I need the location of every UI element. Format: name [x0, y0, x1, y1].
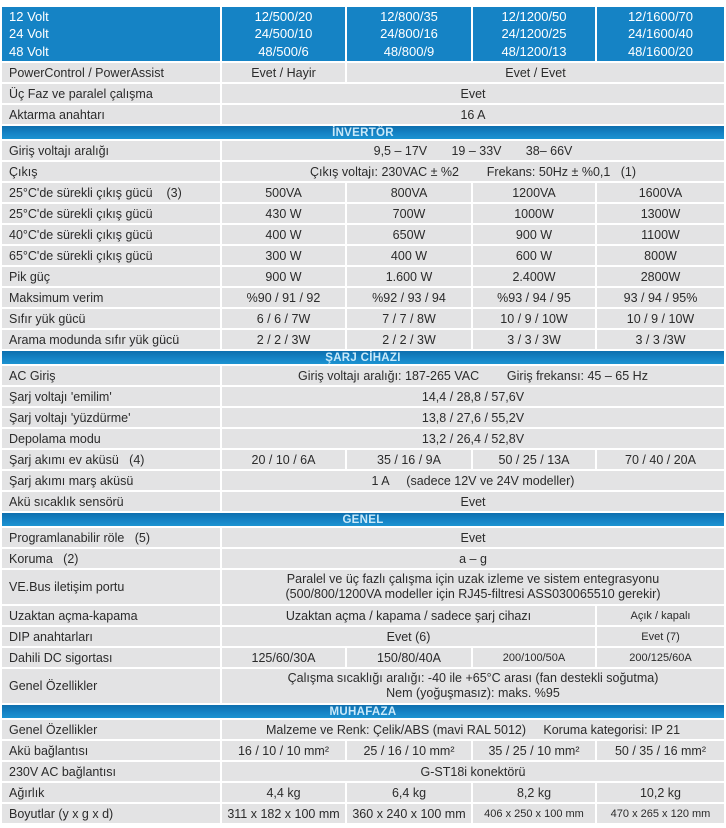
spec-row-label: Arama modunda sıfır yük gücü [2, 330, 220, 349]
spec-row-label: Maksimum verim [2, 288, 220, 307]
spec-value-cell: 700W [347, 204, 471, 223]
spec-value-line: (500/800/1200VA modeller için RJ45-filtresi ASS030065510 gerekir) [285, 587, 661, 601]
spec-row-label: Şarj voltajı 'yüzdürme' [2, 408, 220, 427]
spec-row [2, 528, 724, 547]
spec-row [2, 387, 724, 406]
spec-value-cell: 16 / 10 / 10 mm² [222, 741, 345, 760]
spec-value-cell: 1100W [597, 225, 724, 244]
spec-row [2, 720, 724, 739]
spec-value-cell: 800W [597, 246, 724, 265]
voltage-line: 12 Volt [9, 8, 49, 24]
spec-value-cell: Evet [222, 492, 724, 511]
spec-value-cell: 10,2 kg [597, 783, 724, 802]
model-number: 12/800/35 [380, 8, 438, 24]
spec-row-label: Programlanabilir röle (5) [2, 528, 220, 547]
spec-value-cell: 400 W [347, 246, 471, 265]
spec-row-label: Koruma (2) [2, 549, 220, 568]
spec-row [2, 408, 724, 427]
spec-value-cell: 200/100/50A [473, 648, 595, 667]
spec-value-cell: 470 x 265 x 120 mm [597, 804, 724, 823]
spec-value-cell: 430 W [222, 204, 345, 223]
section-header: ŞARJ CİHAZI [2, 351, 724, 364]
spec-row [2, 183, 724, 202]
spec-row [2, 63, 724, 82]
spec-value-cell: 14,4 / 28,8 / 57,6V [222, 387, 724, 406]
spec-row-label: Boyutlar (y x g x d) [2, 804, 220, 823]
spec-row [2, 141, 724, 160]
spec-value-cell: 10 / 9 / 10W [597, 309, 724, 328]
spec-row-label: Genel Özellikler [2, 720, 220, 739]
spec-value-cell: 500VA [222, 183, 345, 202]
model-number: 12/1600/70 [627, 8, 694, 24]
model-number: 24/1600/40 [627, 26, 694, 42]
spec-row-label: Çıkış [2, 162, 220, 181]
spec-value-cell: 50 / 35 / 16 mm² [597, 741, 724, 760]
spec-row [2, 471, 724, 490]
model-number: 24/1200/25 [501, 26, 567, 42]
spec-row [2, 741, 724, 760]
spec-row [2, 246, 724, 265]
spec-value-cell: 16 A [222, 105, 724, 124]
spec-value-cell: 600 W [473, 246, 595, 265]
spec-value-cell: 35 / 16 / 9A [347, 450, 471, 469]
spec-row [2, 309, 724, 328]
spec-value-cell: 1 A (sadece 12V ve 24V modeller) [222, 471, 724, 490]
spec-value-cell: 4,4 kg [222, 783, 345, 802]
spec-value-cell: Evet [222, 528, 724, 547]
spec-value-cell: 93 / 94 / 95% [597, 288, 724, 307]
spec-value-cell: 150/80/40A [347, 648, 471, 667]
model-number: 48/1200/13 [501, 43, 567, 59]
spec-value-cell: 1300W [597, 204, 724, 223]
spec-row-label: Giriş voltajı aralığı [2, 141, 220, 160]
spec-row [2, 450, 724, 469]
spec-row-label: VE.Bus iletişim portu [2, 570, 220, 604]
spec-value-cell: 8,2 kg [473, 783, 595, 802]
spec-row [2, 288, 724, 307]
spec-value-cell: a – g [222, 549, 724, 568]
spec-value-line: Çalışma sıcaklığı aralığı: -40 ile +65°C arası (fan destekli soğutma) [287, 670, 659, 685]
spec-row [2, 549, 724, 568]
spec-row-label: Dahili DC sigortası [2, 648, 220, 667]
spec-value-cell: Giriş voltajı aralığı: 187-265 VAC Giriş frekansı: 45 – 65 Hz [222, 366, 724, 385]
spec-table-body [2, 7, 724, 823]
spec-row-label: 65°C'de sürekli çıkış gücü [2, 246, 220, 265]
spec-value-cell: 13,2 / 26,4 / 52,8V [222, 429, 724, 448]
spec-row-label: Genel Özellikler [2, 669, 220, 703]
spec-value-cell: Evet / Hayir [222, 63, 345, 82]
spec-value-cell: Çıkış voltajı: 230VAC ± %2 Frekans: 50Hz ± %0,1 (1) [222, 162, 724, 181]
spec-row-label: 25°C'de sürekli çıkış gücü (3) [2, 183, 220, 202]
spec-row-label: Pik güç [2, 267, 220, 286]
spec-row-label: 25°C'de sürekli çıkış gücü [2, 204, 220, 223]
spec-value-cell [222, 570, 724, 604]
spec-row-label: Şarj akımı ev aküsü (4) [2, 450, 220, 469]
spec-row [2, 225, 724, 244]
spec-value-cell: 360 x 240 x 100 mm [347, 804, 471, 823]
spec-row [2, 570, 724, 604]
spec-value-line: Paralel ve üç fazlı çalışma için uzak izleme ve sistem entegrasyonu [286, 571, 660, 586]
spec-value-cell: 2 / 2 / 3W [347, 330, 471, 349]
section-header: İNVERTÖR [2, 126, 724, 139]
spec-value-cell: 3 / 3 / 3W [473, 330, 595, 349]
spec-value-cell: 311 x 182 x 100 mm [222, 804, 345, 823]
spec-row-label: 40°C'de sürekli çıkış gücü [2, 225, 220, 244]
spec-value-cell: 400 W [222, 225, 345, 244]
model-number: 48/500/6 [258, 43, 309, 59]
section-header-row [2, 705, 724, 718]
spec-row-label: PowerControl / PowerAssist [2, 63, 220, 82]
spec-value-cell: 70 / 40 / 20A [597, 450, 724, 469]
voltage-line: 48 Volt [9, 43, 49, 59]
spec-row [2, 429, 724, 448]
spec-row [2, 105, 724, 124]
spec-value-cell: 900 W [222, 267, 345, 286]
voltage-line: 24 Volt [9, 26, 49, 42]
spec-row [2, 366, 724, 385]
spec-value-cell: %92 / 93 / 94 [347, 288, 471, 307]
spec-value-cell: 25 / 16 / 10 mm² [347, 741, 471, 760]
spec-row-label: Sıfır yük gücü [2, 309, 220, 328]
model-header-cell [222, 7, 345, 61]
spec-row [2, 84, 724, 103]
spec-table [0, 5, 726, 825]
spec-row-label: Şarj akımı marş aküsü [2, 471, 220, 490]
spec-row-label: AC Giriş [2, 366, 220, 385]
spec-value-line: Nem (yoğuşmasız): maks. %95 [386, 686, 560, 700]
model-header-cell [347, 7, 471, 61]
model-number: 24/800/16 [380, 26, 438, 42]
spec-value-cell: 1000W [473, 204, 595, 223]
section-header-row [2, 126, 724, 139]
spec-value-cell: Evet (6) [222, 627, 595, 646]
spec-row-label: Depolama modu [2, 429, 220, 448]
spec-value-cell [222, 669, 724, 703]
spec-value-cell: 3 / 3 /3W [597, 330, 724, 349]
spec-row-label: Uzaktan açma-kapama [2, 606, 220, 625]
spec-row [2, 606, 724, 625]
spec-value-cell: Evet / Evet [347, 63, 724, 82]
spec-value-cell: 2 / 2 / 3W [222, 330, 345, 349]
spec-row [2, 762, 724, 781]
section-header-row [2, 513, 724, 526]
spec-value-cell: 35 / 25 / 10 mm² [473, 741, 595, 760]
spec-value-cell: 200/125/60A [597, 648, 724, 667]
spec-value-cell: 13,8 / 27,6 / 55,2V [222, 408, 724, 427]
spec-row [2, 492, 724, 511]
spec-row [2, 330, 724, 349]
spec-value-cell: Açık / kapalı [597, 606, 724, 625]
spec-value-cell: 800VA [347, 183, 471, 202]
spec-row [2, 804, 724, 823]
model-number: 12/500/20 [254, 8, 313, 24]
spec-value-cell: 6 / 6 / 7W [222, 309, 345, 328]
spec-value-cell: 6,4 kg [347, 783, 471, 802]
section-header-row [2, 351, 724, 364]
model-number: 24/500/10 [254, 26, 313, 42]
spec-value-cell: G-ST18i konektörü [222, 762, 724, 781]
spec-value-cell: Evet [222, 84, 724, 103]
spec-value-cell: 1.600 W [347, 267, 471, 286]
spec-row-label: Aktarma anahtarı [2, 105, 220, 124]
spec-row [2, 669, 724, 703]
model-number: 12/1200/50 [501, 8, 567, 24]
spec-value-cell: Uzaktan açma / kapama / sadece şarj cihazı [222, 606, 595, 625]
spec-value-cell: 10 / 9 / 10W [473, 309, 595, 328]
spec-row [2, 627, 724, 646]
spec-value-cell: 2.400W [473, 267, 595, 286]
spec-row [2, 162, 724, 181]
spec-value-cell: Malzeme ve Renk: Çelik/ABS (mavi RAL 5012) Koruma kategorisi: IP 21 [222, 720, 724, 739]
spec-value-cell: 300 W [222, 246, 345, 265]
spec-value-cell: 900 W [473, 225, 595, 244]
spec-value-cell: 1600VA [597, 183, 724, 202]
spec-value-cell: 9,5 – 17V 19 – 33V 38– 66V [222, 141, 724, 160]
spec-value-cell: 2800W [597, 267, 724, 286]
model-number: 48/800/9 [383, 43, 435, 59]
spec-row [2, 204, 724, 223]
spec-row-label: DIP anahtarları [2, 627, 220, 646]
model-number: 48/1600/20 [627, 43, 694, 59]
section-header: GENEL [2, 513, 724, 526]
model-header-cell [597, 7, 724, 61]
spec-value-cell: 50 / 25 / 13A [473, 450, 595, 469]
spec-row-label: Şarj voltajı 'emilim' [2, 387, 220, 406]
spec-value-cell: 20 / 10 / 6A [222, 450, 345, 469]
spec-row [2, 648, 724, 667]
spec-row [2, 783, 724, 802]
spec-row-label: 230V AC bağlantısı [2, 762, 220, 781]
spec-value-cell: %90 / 91 / 92 [222, 288, 345, 307]
spec-row-label: Akü bağlantısı [2, 741, 220, 760]
section-header: MUHAFAZA [2, 705, 724, 718]
spec-value-cell: 7 / 7 / 8W [347, 309, 471, 328]
spec-value-cell: %93 / 94 / 95 [473, 288, 595, 307]
spec-value-cell: 406 x 250 x 100 mm [473, 804, 595, 823]
spec-row-label: Akü sıcaklık sensörü [2, 492, 220, 511]
spec-row [2, 267, 724, 286]
spec-row-label: Ağırlık [2, 783, 220, 802]
voltage-header-cell [2, 7, 220, 61]
model-header-cell [473, 7, 595, 61]
spec-value-cell: 125/60/30A [222, 648, 345, 667]
spec-value-cell: 1200VA [473, 183, 595, 202]
spec-row-label: Üç Faz ve paralel çalışma [2, 84, 220, 103]
spec-value-cell: 650W [347, 225, 471, 244]
model-header-row [2, 7, 724, 61]
spec-value-cell: Evet (7) [597, 627, 724, 646]
